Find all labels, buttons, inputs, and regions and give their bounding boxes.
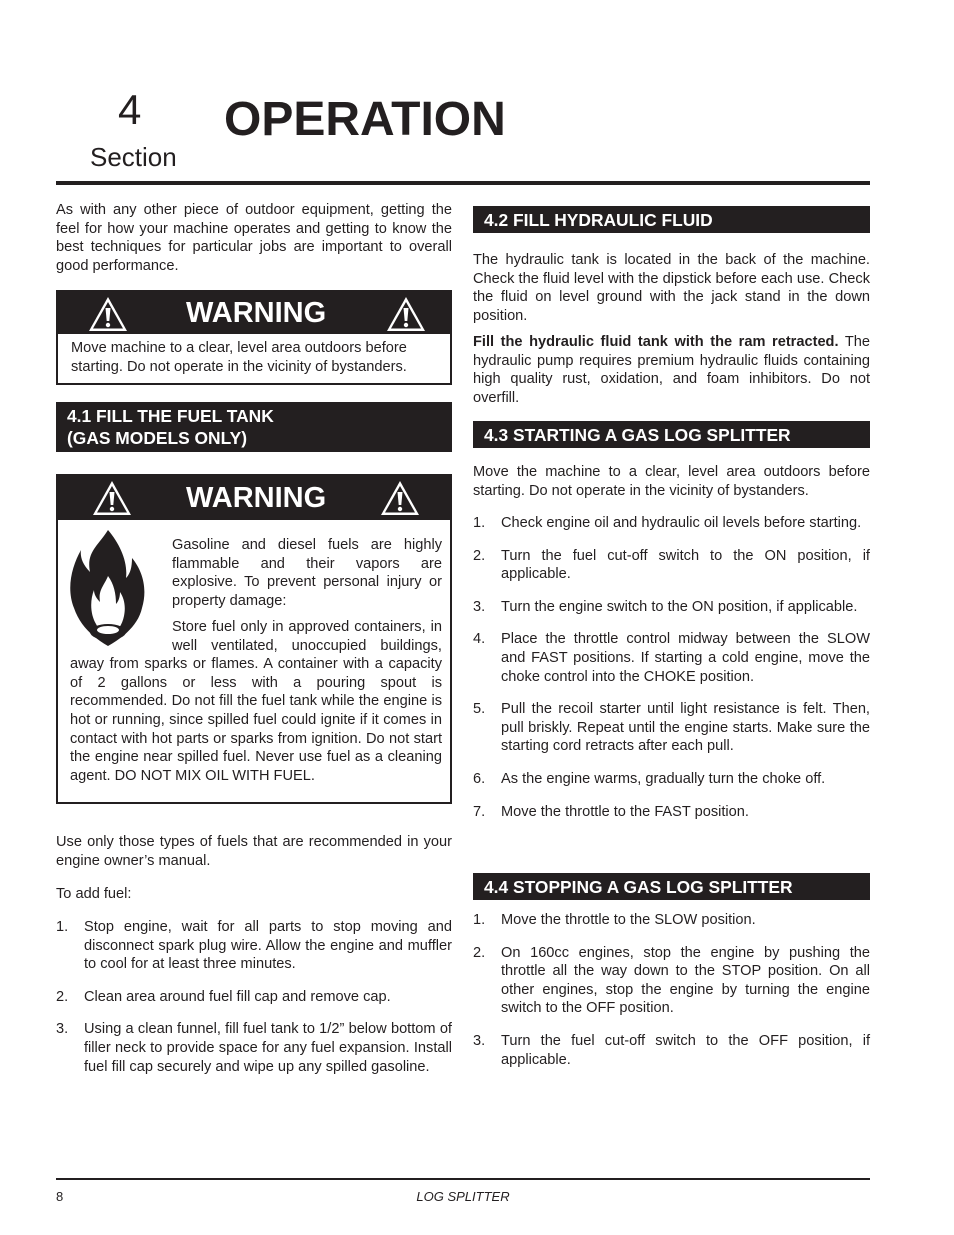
list-item-number: 7. (473, 803, 486, 820)
list-item-text: Place the throttle control midway between the SLOW and FAST positions. If starting a cold engine, move the choke control into the CHOKE position. (501, 631, 870, 685)
list-item-text: Move the throttle to the SLOW position. (501, 912, 756, 928)
list-item-text: Turn the fuel cut-off switch to the ON position, if applicable. (501, 547, 870, 583)
list-item (56, 1020, 452, 1076)
list-item-text: Clean area around fuel fill cap and remove cap. (84, 988, 391, 1005)
list-item-text: As the engine warms, gradually turn the choke off. (501, 770, 826, 787)
footer-rule (56, 1178, 870, 1180)
fuel-steps-list (56, 918, 452, 1076)
section-heading-4-2: 4.2 FILL HYDRAULIC FLUID (473, 206, 870, 233)
list-item (473, 911, 870, 930)
list-item (56, 988, 452, 1007)
list-item (473, 630, 870, 686)
list-item-text: Turn the engine switch to the ON position, if applicable. (501, 598, 858, 615)
warning-fuel-text: Store fuel only in approved containers, in well ventilated, unoccupied buildings, away from sparks or flames. A container with a capacity of 2 gallons or less with a pouring spout is recommended. Do not fill the fuel tank while the engine is hot or running, since spilled fuel could ignite if it comes in contact with hot parts or sparks from ignition. Do not start the engine near spilled fuel. Never use fuel as a cleaning agent. DO NOT MIX OIL WITH FUEL. (70, 619, 442, 784)
list-item-number: 2. (473, 547, 486, 564)
section-heading-4-1 (56, 402, 452, 452)
float-spacer (70, 618, 172, 655)
footer-title: LOG SPLITTER (416, 1189, 510, 1204)
fuel-subheading: To add fuel: (56, 886, 132, 902)
list-item-number: 4. (473, 631, 486, 648)
warning-fuel-paragraph-1: Gasoline and diesel fuels are highly flammable and their vapors are explosive. To prevent personal injury or property damage: (172, 537, 442, 609)
warning-box-bystanders (56, 290, 452, 385)
list-item (473, 1032, 870, 1069)
list-item-number: 3. (56, 1021, 69, 1038)
warning-header (58, 476, 450, 520)
stopping-steps-list (473, 911, 870, 1069)
list-item-text: Stop engine, wait for all parts to stop moving and disconnect spark plug wire. Allow the engine and muffler to cool for at least three minutes. (84, 919, 452, 973)
list-item (473, 700, 870, 756)
list-item-number: 2. (473, 944, 486, 961)
warning-label: WARNING (186, 482, 327, 514)
list-item-number: 1. (473, 515, 486, 531)
list-item-text: Turn the fuel cut-off switch to the OFF position, if applicable. (501, 1032, 870, 1068)
fuel-steps (56, 918, 452, 1076)
list-item-number: 6. (473, 770, 486, 787)
page-title: OPERATION (224, 93, 506, 146)
hydraulic-paragraph-1: The hydraulic tank is located in the back of the machine. Check the fluid level with the dipstick before each use. Check the fluid on level ground with the jack stand in the down position. (473, 252, 870, 324)
list-item (473, 598, 870, 617)
hydraulic-bold-text: Fill the hydraulic fluid tank with the ram retracted. (473, 334, 839, 350)
list-item-number: 1. (56, 919, 69, 935)
list-item-text: On 160cc engines, stop the engine by pushing the throttle all the way down to the STOP position. On all other engines, stop the engine by turning the engine switch to the OFF position. (501, 944, 870, 1017)
list-item-text: Check engine oil and hydraulic oil levels before starting. (501, 515, 862, 531)
list-item-number: 3. (473, 598, 486, 615)
list-item (473, 547, 870, 584)
header-rule (56, 181, 870, 185)
fuel-paragraph: Use only those types of fuels that are recommended in your engine owner’s manual. (56, 834, 452, 869)
section-heading-line: (GAS MODELS ONLY) (67, 428, 248, 448)
page-number: 8 (56, 1189, 64, 1204)
list-item-number: 2. (56, 988, 69, 1005)
list-item-number: 3. (473, 1032, 486, 1049)
warning-box-fuel (56, 474, 452, 804)
list-item-number: 1. (473, 912, 486, 928)
warning-triangle-icon (88, 296, 128, 332)
list-item-text: Pull the recoil starter until light resistance is felt. Then, pull briskly. Repeat until the engine starts. Make sure the starting cord retracts after each pull. (501, 701, 870, 755)
starting-steps (473, 514, 870, 821)
warning-triangle-icon (92, 480, 132, 516)
intro-paragraph: As with any other piece of outdoor equipment, getting the feel for how your machine operates and getting to know the best techniques for particular jobs are important to overall good performance. (56, 202, 452, 274)
section-label: Section (90, 142, 177, 172)
warning-text: Move machine to a clear, level area outdoors before starting. Do not operate in the vicinity of bystanders. (71, 340, 407, 375)
list-item (473, 803, 870, 822)
list-item (56, 918, 452, 974)
section-heading-4-4: 4.4 STOPPING A GAS LOG SPLITTER (473, 873, 870, 900)
warning-triangle-icon (380, 480, 420, 516)
starting-steps-list (473, 514, 870, 821)
hydraulic-paragraph-2 (473, 333, 870, 407)
section-heading-line: 4.1 FILL THE FUEL TANK (67, 406, 274, 426)
warning-fuel-paragraph-2 (70, 618, 442, 785)
warning-triangle-icon (386, 296, 426, 332)
stopping-steps (473, 911, 870, 1069)
starting-paragraph: Move the machine to a clear, level area outdoors before starting. Do not operate in the vicinity of bystanders. (473, 464, 870, 499)
list-item-number: 5. (473, 701, 486, 718)
list-item (473, 944, 870, 1018)
list-item (473, 514, 870, 533)
list-item-text: Using a clean funnel, fill fuel tank to 1/2” below bottom of filler neck to provide space for any fuel expansion. Install fuel fill cap securely and wipe up any spilled gasoline. (84, 1021, 452, 1075)
section-number: 4 (118, 86, 142, 133)
section-heading-4-3: 4.3 STARTING A GAS LOG SPLITTER (473, 421, 870, 448)
hydraulic-text: The hydraulic pump requires premium hydraulic fluids containing high quality rust, oxidation, and foam inhibitors. Do not overfill. (473, 334, 870, 406)
list-item-text: Move the throttle to the FAST position. (501, 803, 749, 820)
list-item (473, 770, 870, 789)
warning-label: WARNING (186, 297, 327, 329)
warning-header (58, 292, 450, 334)
